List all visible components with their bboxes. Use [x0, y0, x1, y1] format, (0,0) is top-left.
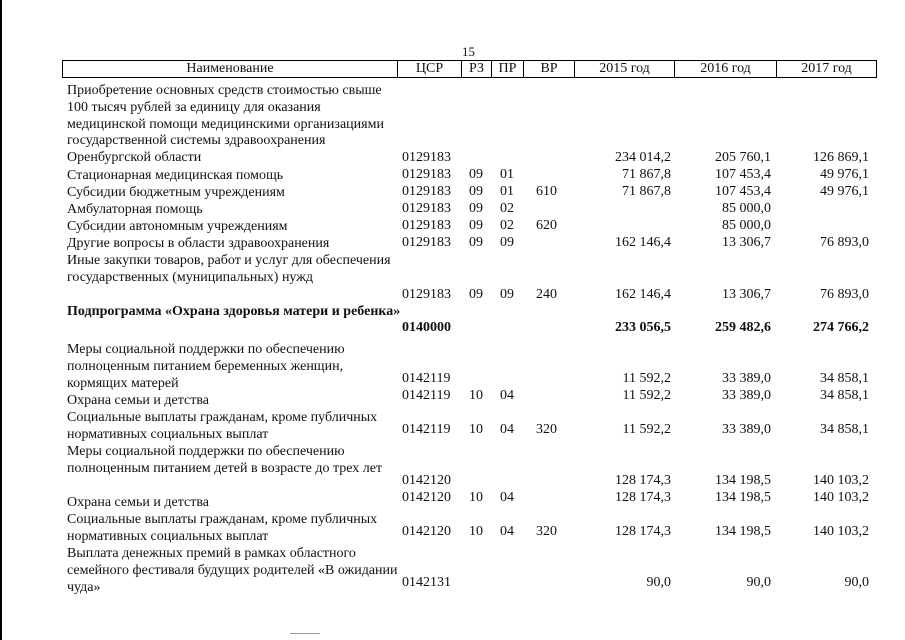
cell-2017: 34 858,1 [820, 388, 869, 403]
cell-csr: 0142120 [402, 524, 451, 539]
row-name: Охрана семьи и детства [67, 393, 209, 408]
cell-2016: 107 453,4 [715, 167, 771, 182]
row-name: Приобретение основных средств стоимостью свыше 100 тысяч рублей за единицу для оказания медицинской помощи медицинскими организациями государственной системы здравоохранения Оренбургской области [67, 83, 384, 166]
cell-rz: 09 [469, 287, 483, 302]
cell-2017: 140 103,2 [813, 524, 869, 539]
cell-pr: 04 [500, 422, 514, 437]
row-name: Меры социальной поддержки по обеспечению полноценным питанием детей в возрасте до трех лет [67, 444, 383, 476]
cell-2015: 233 056,5 [615, 320, 671, 335]
cell-2016: 33 389,0 [722, 422, 771, 437]
cell-2016: 85 000,0 [722, 201, 771, 216]
cell-2017: 76 893,0 [820, 235, 869, 250]
cell-csr: 0129183 [402, 218, 451, 233]
cell-vr: 320 [536, 524, 557, 539]
cell-pr: 09 [500, 235, 514, 250]
cell-2015: 234 014,2 [615, 150, 671, 165]
row-name: Другие вопросы в области здравоохранения [67, 236, 330, 251]
cell-csr: 0129183 [402, 167, 451, 182]
header-name: Наименование [62, 60, 398, 78]
cell-csr: 0142119 [402, 371, 451, 386]
row-name: Стационарная медицинская помощь [67, 168, 284, 183]
cell-2017: 140 103,2 [813, 473, 869, 488]
cell-csr: 0129183 [402, 184, 451, 199]
cell-vr: 620 [536, 218, 557, 233]
cell-rz: 09 [469, 235, 483, 250]
cell-csr: 0129183 [402, 235, 451, 250]
cell-2015: 90,0 [646, 575, 671, 590]
cell-2016: 33 389,0 [722, 371, 771, 386]
row-name: Иные закупки товаров, работ и услуг для обеспечения государственных (муниципальных) нужд [67, 253, 391, 285]
cell-2015: 162 146,4 [615, 235, 671, 250]
cell-2016: 259 482,6 [715, 320, 771, 335]
cell-2016: 85 000,0 [722, 218, 771, 233]
cell-2016: 134 198,5 [715, 524, 771, 539]
cell-2017: 49 976,1 [820, 184, 869, 199]
cell-csr: 0142119 [402, 422, 451, 437]
row-name: Охрана семьи и детства [67, 495, 209, 510]
scan-mark [290, 633, 320, 634]
scan-edge [0, 0, 2, 640]
row-name: Социальные выплаты гражданам, кроме публичных нормативных социальных выплат [67, 512, 378, 544]
cell-2016: 90,0 [746, 575, 771, 590]
cell-2015: 11 592,2 [622, 371, 671, 386]
row-name: Субсидии бюджетным учреждениям [67, 185, 285, 200]
row-name: Меры социальной поддержки по обеспечению полноценным питанием беременных женщин, кормящих матерей [67, 342, 345, 391]
cell-csr: 0142131 [402, 575, 451, 590]
cell-2016: 107 453,4 [715, 184, 771, 199]
cell-csr: 0142119 [402, 388, 451, 403]
cell-rz: 09 [469, 167, 483, 182]
cell-2015: 11 592,2 [622, 422, 671, 437]
cell-pr: 01 [500, 184, 514, 199]
cell-rz: 10 [469, 524, 483, 539]
cell-rz: 09 [469, 184, 483, 199]
cell-2017: 76 893,0 [820, 287, 869, 302]
cell-2017: 274 766,2 [813, 320, 869, 335]
cell-pr: 01 [500, 167, 514, 182]
cell-2015: 11 592,2 [622, 388, 671, 403]
cell-2017: 34 858,1 [820, 371, 869, 386]
header-2017: 2017 год [777, 60, 877, 78]
cell-vr: 240 [536, 287, 557, 302]
cell-pr: 04 [500, 524, 514, 539]
cell-rz: 09 [469, 201, 483, 216]
cell-2017: 49 976,1 [820, 167, 869, 182]
cell-pr: 04 [500, 490, 514, 505]
cell-2016: 205 760,1 [715, 150, 771, 165]
cell-2015: 128 174,3 [615, 524, 671, 539]
cell-csr: 0129183 [402, 201, 451, 216]
row-name: Социальные выплаты гражданам, кроме публичных нормативных социальных выплат [67, 410, 378, 442]
cell-csr: 0129183 [402, 287, 451, 302]
cell-csr: 0140000 [402, 320, 451, 335]
cell-2016: 13 306,7 [722, 287, 771, 302]
header-rz: РЗ [462, 60, 492, 78]
cell-rz: 10 [469, 388, 483, 403]
cell-2015: 71 867,8 [622, 167, 671, 182]
cell-2017: 140 103,2 [813, 490, 869, 505]
cell-vr: 610 [536, 184, 557, 199]
cell-rz: 10 [469, 490, 483, 505]
cell-pr: 09 [500, 287, 514, 302]
cell-2017: 90,0 [844, 575, 869, 590]
cell-2017: 126 869,1 [813, 150, 869, 165]
cell-2015: 128 174,3 [615, 473, 671, 488]
page-number: 15 [462, 44, 475, 59]
cell-pr: 02 [500, 218, 514, 233]
row-name: Амбулаторная помощь [67, 202, 203, 217]
cell-rz: 09 [469, 218, 483, 233]
cell-2016: 13 306,7 [722, 235, 771, 250]
cell-pr: 04 [500, 388, 514, 403]
header-2016: 2016 год [675, 60, 777, 78]
header-csr: ЦСР [398, 60, 462, 78]
cell-2016: 134 198,5 [715, 490, 771, 505]
cell-vr: 320 [536, 422, 557, 437]
cell-rz: 10 [469, 422, 483, 437]
header-vr: ВР [524, 60, 575, 78]
cell-pr: 02 [500, 201, 514, 216]
cell-2016: 33 389,0 [722, 388, 771, 403]
row-name: Подпрограмма «Охрана здоровья матери и ребенка» [67, 304, 401, 319]
cell-2017: 34 858,1 [820, 422, 869, 437]
row-name: Субсидии автономным учреждениям [67, 219, 288, 234]
cell-2016: 134 198,5 [715, 473, 771, 488]
header-pr: ПР [492, 60, 524, 78]
cell-csr: 0129183 [402, 150, 451, 165]
cell-2015: 128 174,3 [615, 490, 671, 505]
cell-csr: 0142120 [402, 473, 451, 488]
cell-2015: 71 867,8 [622, 184, 671, 199]
cell-2015: 162 146,4 [615, 287, 671, 302]
header-2015: 2015 год [575, 60, 675, 78]
row-name: Выплата денежных премий в рамках областного семейного фестиваля будущих родителей «В ожидании чуда» [67, 546, 398, 595]
cell-csr: 0142120 [402, 490, 451, 505]
